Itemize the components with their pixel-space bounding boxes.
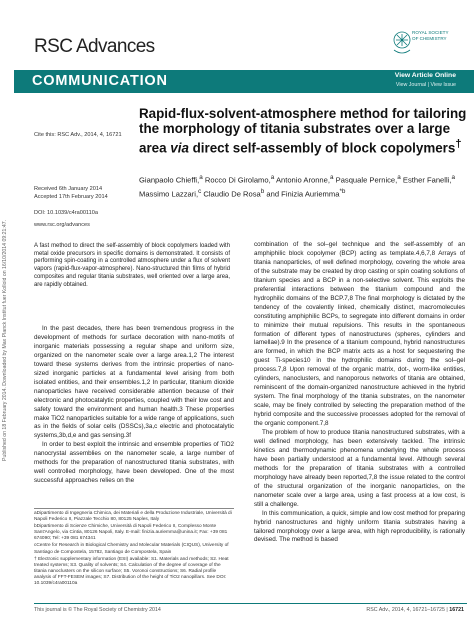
author-list [139, 172, 469, 199]
logo-line2: OF CHEMISTRY [412, 36, 447, 41]
received-dates [34, 186, 108, 201]
article-type-label: COMMUNICATION [32, 73, 168, 89]
author-affil: c [198, 187, 202, 195]
page-citation-footer [366, 607, 464, 613]
copyright-footer: This journal is © The Royal Society of Chemistry 2014 [34, 607, 161, 613]
body-right-column [254, 241, 465, 545]
rsc-crest-icon [394, 32, 410, 53]
author-name: Esther Fanelli, [400, 175, 452, 185]
author-affil: a [451, 174, 455, 181]
received-date: Received 6th January 2014 [34, 186, 103, 192]
page-number: 16721 [449, 607, 464, 613]
title-part1: Rapid-flux-solvent-atmosphere method for tailoring the morphology of titania substrates over a large area [139, 106, 467, 156]
author-affil: a [270, 174, 275, 181]
rsc-logo[interactable] [362, 20, 470, 64]
body-paragraph: combination of the sol–gel technique and the self-assembly of an amphiphilic block copolymer (BCP) acting as template.4,6,7,8 Arrays of titania nanoparticles, of well defined morphology, covering the whole area of the substrate may be created by drop casting or spin coating solutions of titanium species and a BCP in a non-selective solvent. This exploits the preferential interactions between the titanium compound and the hydrophilic domains of the BCP.7,8 The final morphology is dictated by the tendency of the covalently linked, chemically distinct, macromolecules constituting amphiphilic BCPs, to segregate into different domains in order to minimize their mutual repulsions. This results in the spontaneous formation of different types of nanostructures (spheres, cylinders and lamellae).9 In the presence of a titanium compound, hybrid nanostructures are formed, in which the BCP matrix acts as a host for sequestering the guest Ti-species10 in the hydrophilic domains during the sol–gel process.7,8 Upon removal of the organic matrix, dot-, worm-like entities, cylinders, nanoclusters, and nanoporous networks of titania are obtained, reminiscent of the domain-organized nanostructure achieved in the hybrid system. The final morphology of the titania substrates, on the nanometer scale, may be finely controlled by selecting the preparation method of the hybrid composite and the successive processes adopted for the removal of the organic component.7,8 [254, 241, 465, 428]
author-name: Rocco Di Girolamo, [202, 175, 271, 185]
footnote: aDipartimento di Ingegneria Chimica, dei Materiali e della Produzione Industriale, Università di Napoli Federico II, Piazzale Tecchio 80, 80125 Naples, Italy [34, 511, 232, 523]
author-affil: a [199, 174, 203, 181]
author-affil: a [397, 174, 401, 181]
abstract: A fast method to direct the self-assembly of block copolymers loaded with metal oxide precursors in specific domains is demonstrated. It consists of performing spin-coating in a controlled atmosphere under a flux of solvent vapors (rapid-flux-vapor-atmosphere). Nano-structured thin films of hybrid composites and regular titania substrates, well oriented over a large area, are rapidly obtained. [34, 243, 230, 288]
footnote: cCentre for Research in Biological Chemistry and Molecular Materials (CIQUS), University of Santiago de Compostela, 15782, Santiago de Compostela, Spain [34, 543, 229, 555]
author-name: Massimo Lazzari, [139, 189, 199, 199]
author-name: Antonio Aronne, [274, 175, 330, 185]
author-name: Pasquale Pernice, [333, 175, 398, 185]
journal-website-link[interactable]: www.rsc.org/advances [34, 222, 90, 228]
article-title [139, 106, 469, 156]
cite-this: Cite this: RSC Adv., 2014, 4, 16721 [34, 132, 122, 138]
body-paragraph: The problem of how to produce titania nanostructured substrates, with a well defined morphology, has been extensively tackled. The intrinsic kinetics and thermodynamic phenomena underlying the whole process have been partially understood at a fundamental level. Although several methods for the preparation of titania substrates with a controlled morphology have already been reported,7,8 the issue related to the control of the structural organization of the inorganic nanoparticles, on the nanometer scale over a large area, using a fast process at a low cost, is still a challenge. [254, 429, 465, 508]
author-name: Claudio De Rosa [201, 189, 261, 199]
body-paragraph: In order to best exploit the intrinsic and ensemble properties of TiO2 nanocrystal assemblies on the nanometer scale, a large number of methods for the preparation of nanostructured titania substrates, with well controlled morphology, have been developed. One of the most successful approaches relies on the [34, 441, 234, 485]
author-affil: *b [339, 187, 346, 195]
footer-citation: RSC Adv., 2014, 4, 16721–16725 | [366, 607, 450, 613]
title-dagger: † [455, 137, 462, 150]
footnote: † Electronic supplementary information (ESI) available: S1. Materials and methods; S2. Heat treated systems; S3. Quality of solvents; S4. Calculation of the degree of coverage of the titania nanoclusters on the silicon surface; S5. Voronoi constructions; S6. Radial profile analysis of FFT-FESEM images; S7. Distribution of the height of TiO2 nanopillars. See DOI: 10.1039/c4ra00110a [34, 556, 229, 587]
title-part2: direct self-assembly of block copolymers [188, 140, 456, 156]
footnotes [34, 511, 234, 588]
author-name: and Finizia Auriemma [264, 189, 340, 199]
logo-line1: ROYAL SOCIETY [412, 30, 449, 35]
accepted-date: Accepted 17th February 2014 [34, 193, 108, 200]
view-article-online-link[interactable]: View Article Online [394, 72, 456, 79]
view-journal-issue-links[interactable]: View Journal | View Issue [395, 82, 456, 88]
body-paragraph: In this communication, a quick, simple and low cost method for preparing hybrid nanostructures and highly uniform titania substrates having a tailored morphology over a large area, with high reproducibility, is rationally devised. The method is based [254, 509, 465, 544]
footnote: bDipartimento di Scienze Chimiche, Università di Napoli Federico II, Complesso Monte Sant'Angelo, via Cintia, 80126 Napoli, Italy. E-mail: finizia.auriemma@unina.it; Fax: +39 081 674090; Tel: +39 081 674341 [34, 524, 228, 542]
footer-divider [34, 603, 467, 604]
title-via: via [170, 140, 189, 156]
author-affil: a [329, 174, 334, 181]
journal-name[interactable]: RSC Advances [34, 36, 155, 57]
download-notice-sidebar: Published on 18 February 2014. Downloaded by Max Planck Institut fuer Kolloid on 16/10/2014 09:21:47. [2, 219, 8, 461]
doi[interactable]: DOI: 10.1039/c4ra00110a [34, 210, 98, 216]
author-affil: b [260, 187, 265, 195]
body-paragraph: In the past decades, there has been tremendous progress in the development of methods for surface decoration with nano-motifs of inorganic materials possessing a regular shape and uniform size, organized on the nanometer scale over a large area.1,2 The interest toward these systems derives from the intrinsic properties of nano-sized inorganic particles at a fundamental level arising from both isolated entities, and their ensembles.1,2 In particular, titanium dioxide nanoparticles have received considerable attention because of their electronic and photocatalytic properties, coupled with their low cost and safety toward the environment and human health.3 These properties make TiO2 nanoparticles suitable for a wide range of applications, such as in the fields of solar cells (DSSCs),3a,c electric and photocatalytic systems,3b,d,e and gas sensing.3f [34, 325, 234, 440]
footnote-divider [34, 508, 234, 509]
body-left-column [34, 325, 234, 486]
author-name: Gianpaolo Chieffi, [139, 175, 200, 185]
